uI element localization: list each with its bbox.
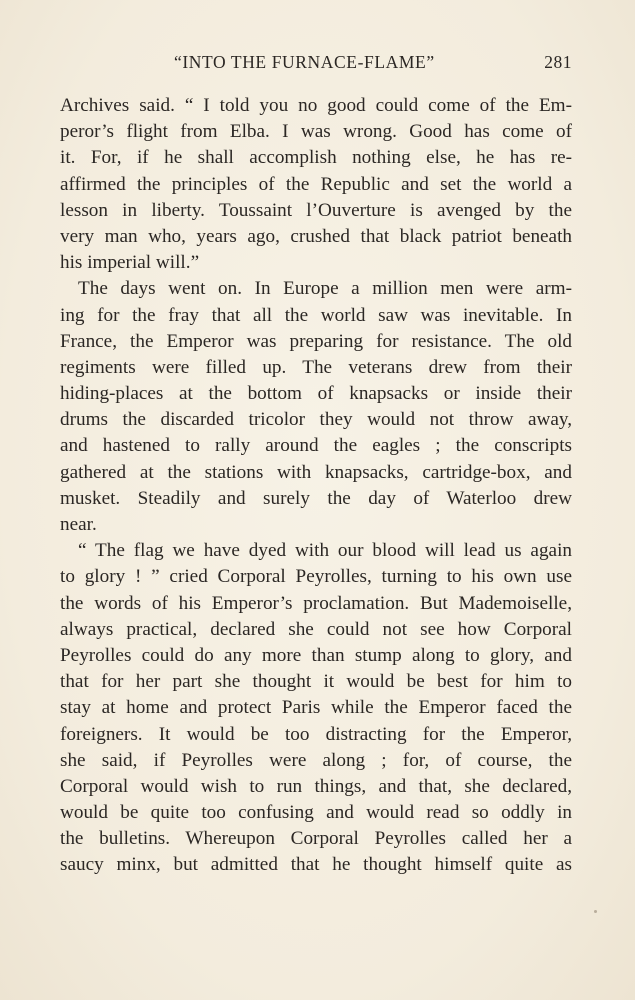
text-line: it. For, if he shall accomplish nothing else, he has re- — [60, 147, 572, 169]
text-line: saucy minx, but admitted that he thought himself quite as — [60, 854, 572, 876]
text-line: lesson in liberty. Toussaint l’Ouverture is avenged by the — [60, 199, 572, 221]
text-line: “ The flag we have dyed with our blood will lead us again — [78, 540, 572, 562]
text-line: to glory ! ” cried Corporal Peyrolles, turning to his own use — [60, 566, 572, 588]
text-line: ing for the fray that all the world saw was inevitable. In — [60, 304, 572, 326]
text-line: musket. Steadily and surely the day of Waterloo drew — [60, 487, 572, 509]
text-line: and hastened to rally around the eagles ; the conscripts — [60, 435, 572, 457]
text-line: France, the Emperor was preparing for resistance. The old — [60, 330, 572, 352]
text-line: affirmed the principles of the Republic and set the world a — [60, 173, 572, 195]
body-text — [60, 93, 572, 879]
text-line: drums the discarded tricolor they would not throw away, — [60, 409, 572, 431]
text-line: his imperial will.” — [60, 252, 200, 274]
text-line: hiding-places at the bottom of knapsacks or inside their — [60, 383, 572, 405]
text-line: would be quite too confusing and would read so oddly in — [60, 802, 572, 824]
text-line: The days went on. In Europe a million men were arm- — [78, 278, 572, 300]
text-line: Corporal would wish to run things, and that, she declared, — [60, 775, 572, 797]
page-number: 281 — [544, 52, 572, 72]
text-line: stay at home and protect Paris while the Emperor faced the — [60, 697, 572, 719]
text-line: foreigners. It would be too distracting for the Emperor, — [60, 723, 572, 745]
text-line: near. — [60, 514, 97, 535]
chapter-title: “INTO THE FURNACE-FLAME” — [174, 52, 435, 72]
text-line: Peyrolles could do any more than stump along to glory, and — [60, 644, 572, 666]
text-line: peror’s flight from Elba. I was wrong. Good has come of — [60, 121, 572, 143]
text-line: the words of his Emperor’s proclamation. But Mademoiselle, — [60, 592, 572, 614]
text-line: regiments were filled up. The veterans drew from their — [60, 356, 572, 378]
running-head — [60, 52, 572, 80]
text-line: always practical, declared she could not see how Corporal — [60, 618, 572, 640]
text-line: that for her part she thought it would be best for him to — [60, 671, 572, 693]
paper-speck — [594, 910, 597, 913]
text-line: she said, if Peyrolles were along ; for, of course, the — [60, 749, 572, 771]
text-line: Archives said. “ I told you no good could come of the Em- — [60, 95, 572, 116]
text-line: the bulletins. Whereupon Corporal Peyrolles called her a — [60, 828, 572, 850]
text-line: very man who, years ago, crushed that black patriot beneath — [60, 225, 572, 247]
text-line: gathered at the stations with knapsacks, cartridge-box, and — [60, 461, 572, 483]
